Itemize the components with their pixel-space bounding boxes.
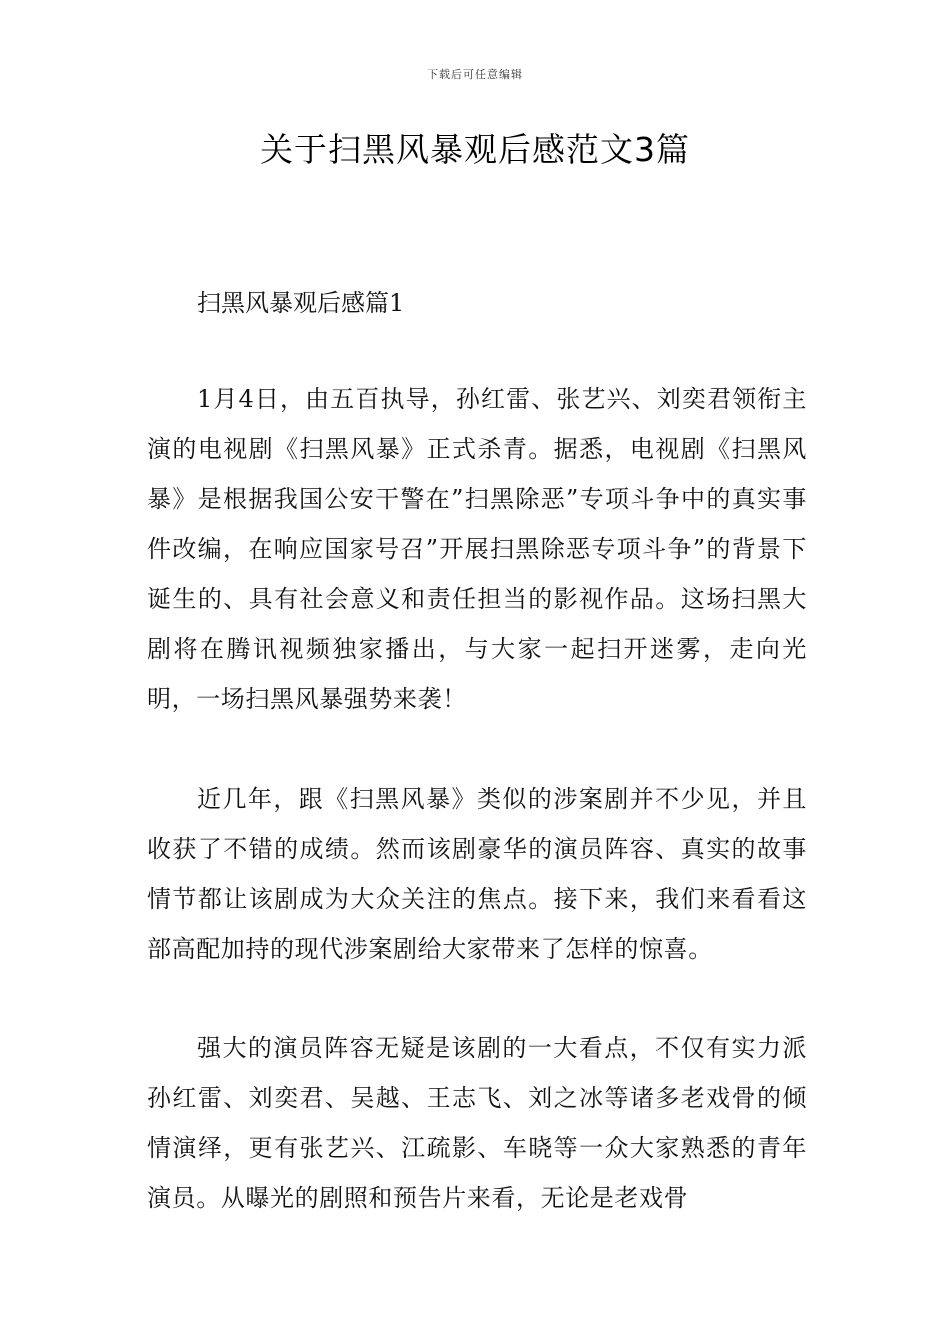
paragraph-1: 1月4日，由五百执导，孙红雷、张艺兴、刘奕君领衔主演的电视剧《扫黑风暴》正式杀青。据悉，电视剧《扫黑风暴》是根据我国公安干警在”扫黑除恶”专项斗争中的真实事件改编，在响应国家号召”开展扫黑除恶专项斗争”的背景下诞生的、具有社会意义和责任担当的影视作品。这场扫黑大剧将在腾讯视频独家播出，与大家一起扫开迷雾，走向光明，一场扫黑风暴强势来袭！ [147, 385, 807, 713]
section-heading: 扫黑风暴观后感篇1 [197, 289, 405, 317]
paragraph-3: 强大的演员阵容无疑是该剧的一大看点，不仅有实力派孙红雷、刘奕君、吴越、王志飞、刘之冰等诸多老戏骨的倾情演绎，更有张艺兴、江疏影、车晓等一众大家熟悉的青年演员。从曝光的剧照和预告片来看，无论是老戏骨 [147, 1034, 807, 1212]
header-note: 下载后可任意编辑 [427, 68, 523, 81]
paragraph-2: 近几年，跟《扫黑风暴》类似的涉案剧并不少见，并且收获了不错的成绩。然而该剧豪华的演员阵容、真实的故事情节都让该剧成为大众关注的焦点。接下来，我们来看看这部高配加持的现代涉案剧给大家带来了怎样的惊喜。 [147, 785, 807, 963]
document-title: 关于扫黑风暴观后感范文3篇 [260, 130, 690, 169]
